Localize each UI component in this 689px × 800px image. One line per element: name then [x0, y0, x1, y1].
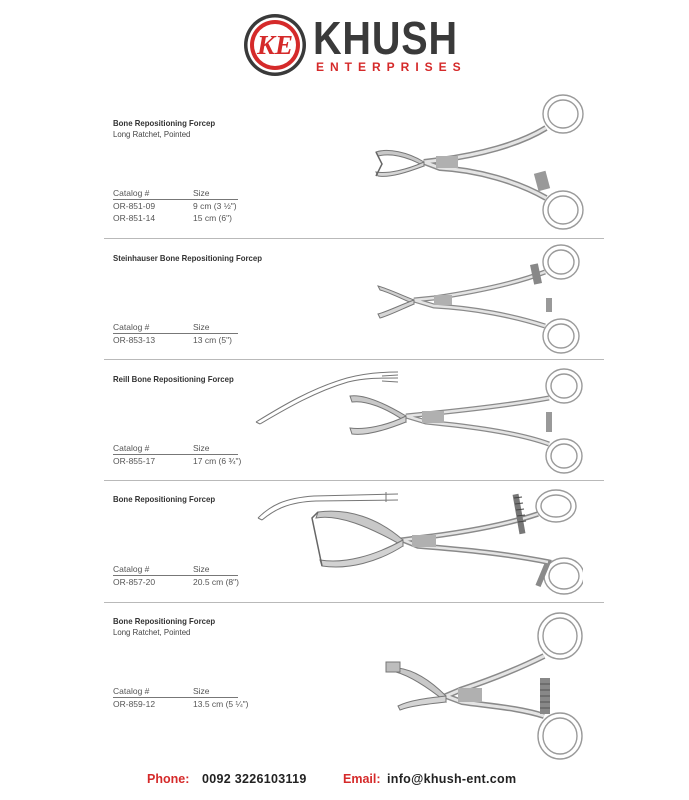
forcep-image [380, 606, 600, 766]
catalog-header: Catalog # [113, 322, 150, 332]
size-value: 9 cm (3 ½") [193, 201, 237, 211]
forcep-image [374, 242, 594, 354]
product-name: Bone Repositioning Forcep [113, 616, 216, 626]
catalog-value: OR-857-20 [113, 577, 156, 587]
header-rule [113, 697, 238, 698]
catalog-header: Catalog # [113, 564, 150, 574]
size-header: Size [193, 686, 210, 696]
email-link[interactable]: info@khush-ent.com [387, 772, 517, 786]
phone-label: Phone: [147, 772, 190, 786]
size-value: 15 cm (6") [193, 213, 232, 223]
product-description: Long Ratchet, Pointed [113, 129, 191, 139]
header [0, 0, 689, 90]
catalog-header: Catalog # [113, 686, 150, 696]
brand-name: KHUSH [313, 12, 458, 64]
phone-number[interactable]: 0092 3226103119 [202, 772, 307, 786]
product-name: Bone Repositioning Forcep [113, 118, 216, 128]
size-value: 13.5 cm (5 ¼") [193, 699, 249, 709]
forcep-image [308, 488, 583, 598]
logo-monogram: KE [256, 30, 294, 60]
forcep-image [368, 90, 598, 235]
section-divider [104, 480, 604, 481]
product-name: Steinhauser Bone Repositioning Forcep [113, 253, 263, 263]
size-value: 17 cm (6 ¾") [193, 456, 242, 466]
section-divider [104, 238, 604, 239]
header-rule [113, 333, 238, 334]
section-divider [104, 359, 604, 360]
email-label: Email: [343, 772, 381, 786]
header-rule [113, 575, 238, 576]
size-header: Size [193, 443, 210, 453]
product-name: Bone Repositioning Forcep [113, 494, 216, 504]
brand-subtitle: ENTERPRISES [316, 60, 467, 74]
catalog-value: OR-855-17 [113, 456, 156, 466]
catalog-header: Catalog # [113, 443, 150, 453]
size-header: Size [193, 188, 210, 198]
logo-icon [243, 13, 307, 77]
contact-footer [0, 772, 689, 792]
header-rule [113, 199, 238, 200]
header-rule [113, 454, 238, 455]
product-name: Reill Bone Repositioning Forcep [113, 374, 234, 384]
catalog-value: OR-853-13 [113, 335, 156, 345]
size-header: Size [193, 564, 210, 574]
forcep-image [346, 364, 586, 479]
product-description: Long Ratchet, Pointed [113, 627, 191, 637]
size-value: 13 cm (5") [193, 335, 232, 345]
catalog-value: OR-851-09 [113, 201, 156, 211]
catalog-header: Catalog # [113, 188, 150, 198]
size-header: Size [193, 322, 210, 332]
size-value: 20.5 cm (8") [193, 577, 240, 587]
catalog-value: OR-859-12 [113, 699, 156, 709]
catalog-value: OR-851-14 [113, 213, 156, 223]
section-divider [104, 602, 604, 603]
